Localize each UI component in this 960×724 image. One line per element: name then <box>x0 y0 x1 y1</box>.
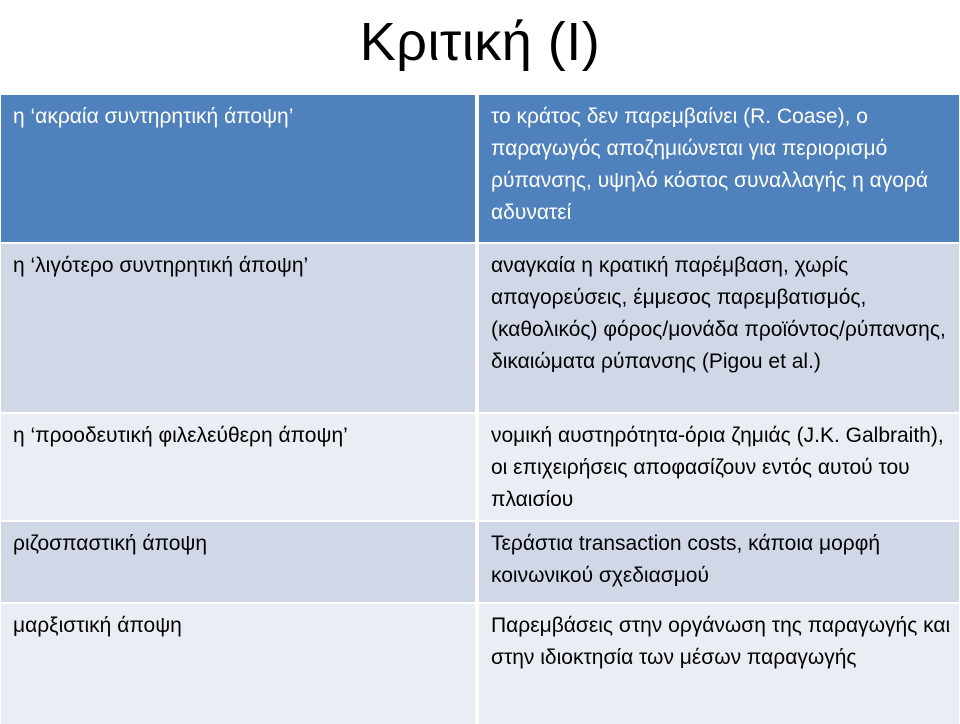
description-cell: Παρεμβάσεις στην οργάνωση της παραγωγής και στην ιδιοκτησία των μέσων παραγωγής <box>479 604 959 724</box>
description-cell: νομική αυστηρότητα-όρια ζημιάς (J.K. Galbraith), οι επιχειρήσεις αποφασίζουν εντός αυτού του πλαισίου <box>479 414 959 520</box>
view-cell: η ‘ακραία συντηρητική άποψη’ <box>1 95 475 242</box>
description-cell: αναγκαία η κρατική παρέμβαση, χωρίς απαγορεύσεις, έμμεσος παρεμβατισμός, (καθολικός) φόρος/μονάδα προϊόντος/ρύπανσης, δικαιώματα ρύπανσης (Pigou et al.) <box>479 244 959 412</box>
comparison-table <box>1 95 959 724</box>
view-cell: η ‘προοδευτική φιλελεύθερη άποψη’ <box>1 414 475 520</box>
description-cell: Τεράστια transaction costs, κάποια μορφή κοινωνικού σχεδιασμού <box>479 522 959 602</box>
description-cell: το κράτος δεν παρεμβαίνει (R. Coase), ο παραγωγός αποζημιώνεται για περιορισμό ρύπανσης, υψηλό κόστος συναλλαγής η αγορά αδυνατεί <box>479 95 959 242</box>
view-cell: μαρξιστική άποψη <box>1 604 475 724</box>
view-cell: ριζοσπαστική άποψη <box>1 522 475 602</box>
view-cell: η ‘λιγότερο συντηρητική άποψη’ <box>1 244 475 412</box>
slide-title: Κριτική (Ι) <box>359 12 601 72</box>
